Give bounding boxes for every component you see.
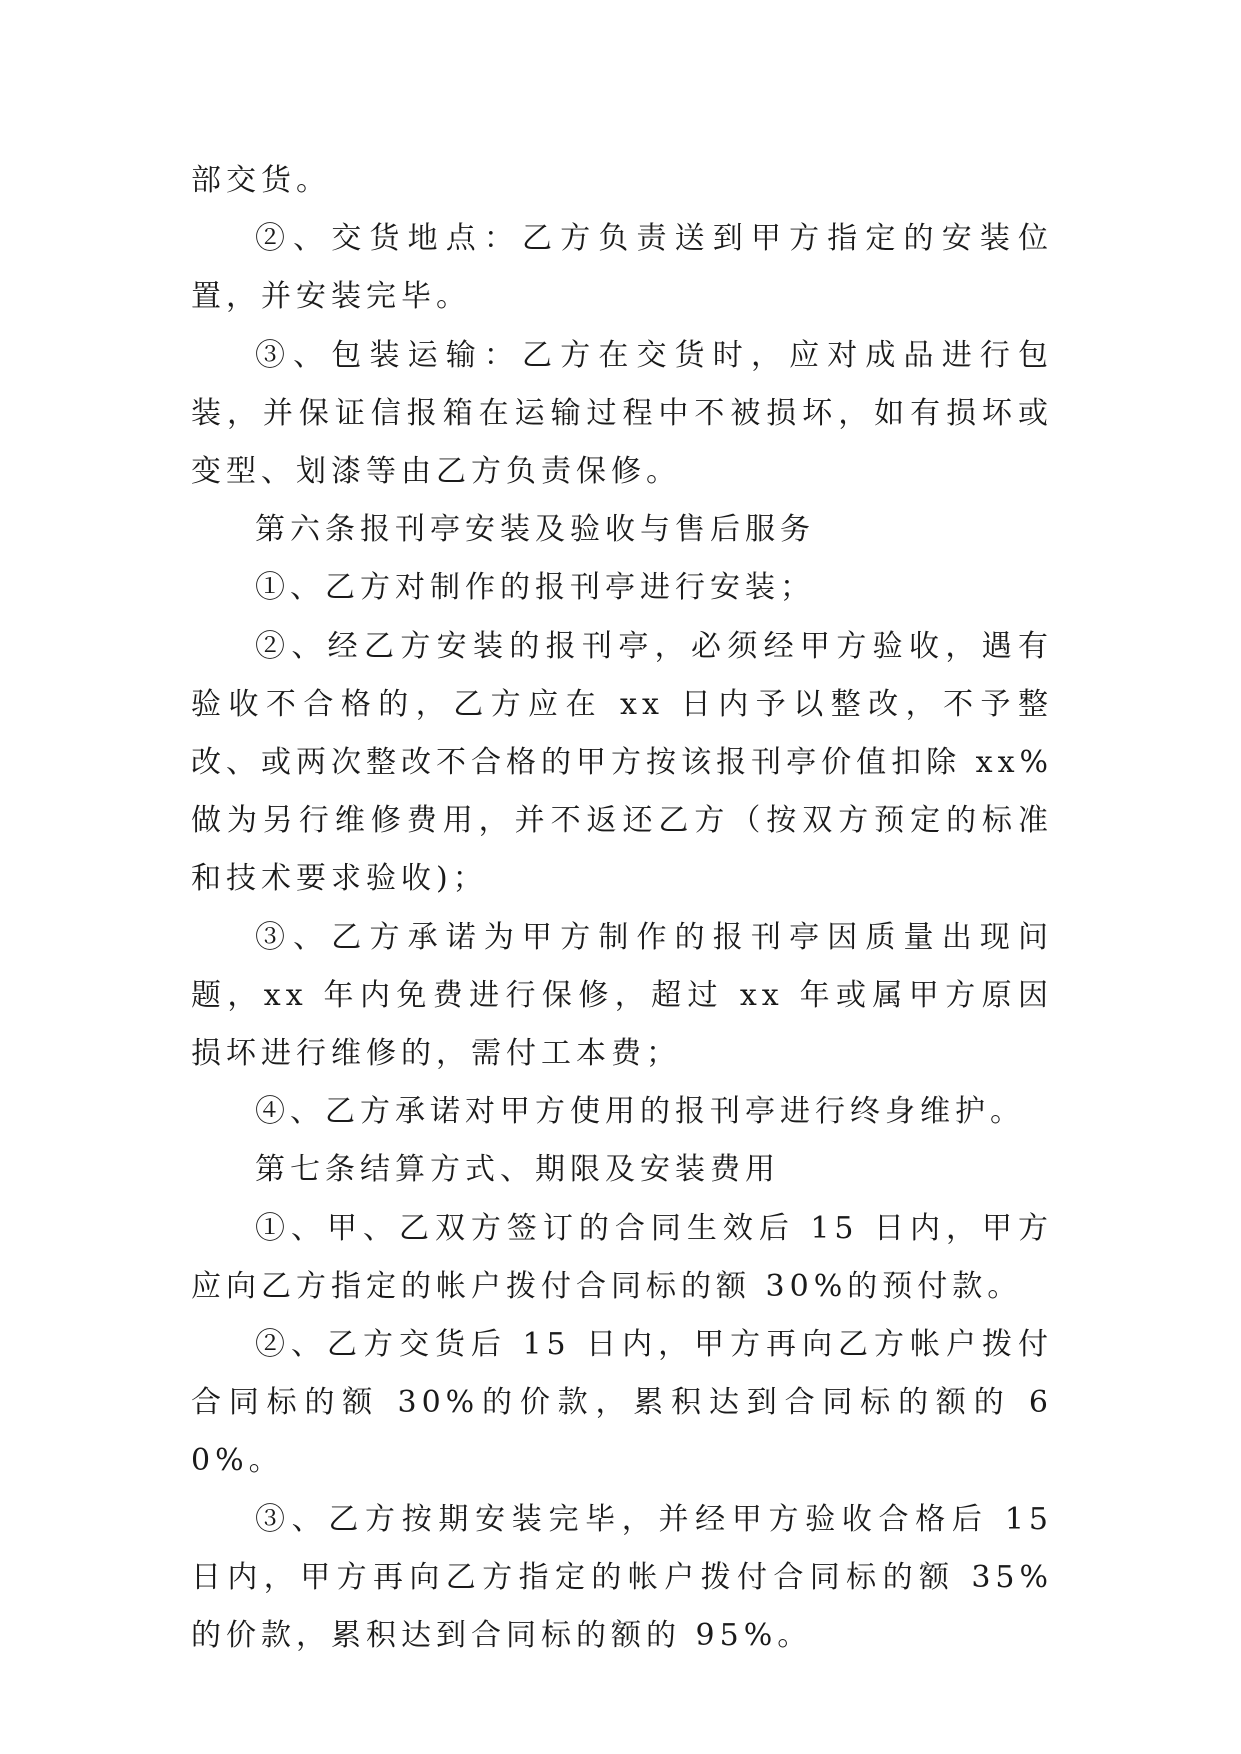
article-6-item-2: ②、经乙方安装的报刊亭，必须经甲方验收，遇有验收不合格的，乙方应在 xx 日内予以整改，不予整改、或两次整改不合格的甲方按该报刊亭价值扣除 xx%做为另行维修费用，并不返还乙方（按双方预定的标准和技术要求验收)； — [191, 628, 1053, 897]
paragraph-packaging-transport: ③、包装运输：乙方在交货时，应对成品进行包装，并保证信报箱在运输过程中不被损坏，如有损坏或变型、划漆等由乙方负责保修。 — [191, 337, 1053, 490]
article-6-item-3: ③、乙方承诺为甲方制作的报刊亭因质量出现问题，xx 年内免费进行保修，超过 xx 年或属甲方原因损坏进行维修的，需付工本费； — [191, 919, 1053, 1072]
article-6-item-1: ①、乙方对制作的报刊亭进行安装； — [255, 570, 815, 606]
article-7-item-3: ③、乙方按期安装完毕，并经甲方验收合格后 15 日内，甲方再向乙方指定的帐户拨付合同标的额 35%的价款，累积达到合同标的额的 95%。 — [191, 1501, 1053, 1654]
article-6-heading: 第六条报刊亭安装及验收与售后服务 — [255, 512, 815, 548]
document-body — [191, 152, 1053, 1665]
article-7-heading: 第七条结算方式、期限及安装费用 — [255, 1152, 780, 1188]
paragraph-delivery-location: ②、交货地点：乙方负责送到甲方指定的安装位置，并安装完毕。 — [191, 221, 1053, 315]
article-7-item-1: ①、甲、乙双方签订的合同生效后 15 日内，甲方应向乙方指定的帐户拨付合同标的额 30%的预付款。 — [191, 1210, 1053, 1304]
paragraph-continued-delivery: 部交货。 — [191, 163, 331, 198]
article-6-item-4: ④、乙方承诺对甲方使用的报刊亭进行终身维护。 — [255, 1094, 1025, 1130]
article-7-item-2: ②、乙方交货后 15 日内，甲方再向乙方帐户拨付合同标的额 30%的价款，累积达到合同标的额的 60%。 — [191, 1327, 1053, 1479]
